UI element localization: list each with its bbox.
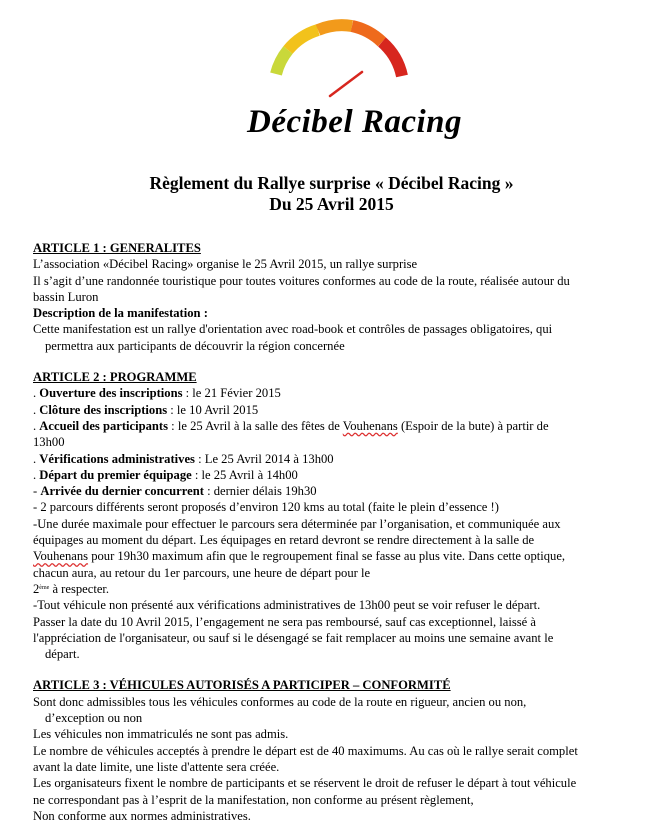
document-title: Règlement du Rallye surprise « Décibel Racing »	[149, 173, 514, 193]
paragraph: Les véhicules non immatriculés ne sont pas admis.	[33, 727, 289, 742]
paragraph: -Une durée maximale pour effectuer le parcours sera déterminée par l’organisation, et communiquée aux	[33, 516, 561, 531]
article-2-heading: ARTICLE 2 : PROGRAMME	[33, 370, 197, 385]
program-item: . Vérifications administratives : Le 25 Avril 2014 à 13h00	[33, 451, 334, 466]
article-3-heading: ARTICLE 3 : VÉHICULES AUTORISÉS A PARTICIPER – CONFORMITÉ	[33, 678, 451, 693]
paragraph: l'appréciation de l'organisateur, ou sauf si le désengagé se fait remplacer au moins une semaine avant le	[33, 630, 554, 645]
paragraph: Vouhenans pour 19h30 maximum afin que le regroupement final se fasse au plus vite. Dans cette optique,	[33, 549, 566, 564]
paragraph: permettra aux participants de découvrir la région concernée	[45, 338, 345, 353]
logo-wordmark: Décibel Racing	[247, 104, 463, 140]
document-subtitle: Du 25 Avril 2015	[269, 194, 394, 214]
paragraph: Les organisateurs fixent le nombre de participants et se réservent le droit de refuser le départ à tout véhicule	[33, 776, 577, 791]
speedometer-gauge-icon	[230, 12, 440, 112]
program-item: . Départ du premier équipage : le 25 Avril à 14h00	[33, 467, 298, 482]
paragraph: Il s’agit d’une randonnée touristique pour toutes voitures conformes au code de la route, réalisée autour du	[33, 273, 570, 288]
paragraph: départ.	[45, 647, 80, 662]
program-item: - Arrivée du dernier concurrent : dernier délais 19h30	[33, 484, 317, 499]
program-item: . Accueil des participants : le 25 Avril à la salle des fêtes de Vouhenans (Espoir de la bute) à partir de	[33, 418, 549, 433]
paragraph: d’exception ou non	[45, 711, 143, 726]
paragraph: - 2 parcours différents seront proposés d’environ 120 kms au total (faite le plein d’essence !)	[33, 500, 499, 515]
paragraph: L’association «Décibel Racing» organise le 25 Avril 2015, un rallye surprise	[33, 257, 418, 272]
paragraph: Passer la date du 10 Avril 2015, l’engagement ne sera pas remboursé, sauf cas exceptionnel, laissé à	[33, 614, 536, 629]
paragraph: Non conforme aux normes administratives.	[33, 808, 251, 823]
paragraph: avant la date limite, une liste d'attente sera créée.	[33, 759, 280, 774]
paragraph: bassin Luron	[33, 289, 99, 304]
decibel-racing-logo	[230, 12, 463, 147]
paragraph: -Tout véhicule non présenté aux vérifications administratives de 13h00 peut se voir refuser le départ.	[33, 598, 541, 613]
program-item: . Ouverture des inscriptions : le 21 Févier 2015	[33, 386, 281, 401]
program-item: . Clôture des inscriptions : le 10 Avril 2015	[33, 402, 259, 417]
paragraph: équipages au moment du départ. Les équipages en retard devront se rendre directement à la salle de	[33, 533, 535, 548]
description-label: Description de la manifestation :	[33, 306, 208, 321]
paragraph: Cette manifestation est un rallye d'orientation avec road-book et contrôles de passages obligatoires, qui	[33, 322, 553, 337]
paragraph: Sont donc admissibles tous les véhicules conformes au code de la route en rigueur, ancien ou non,	[33, 694, 527, 709]
document-body	[33, 240, 643, 824]
paragraph: Le nombre de véhicules acceptés à prendre le départ est de 40 maximums. Au cas où le rallye serait complet	[33, 743, 578, 758]
program-item-cont: 13h00	[33, 435, 65, 450]
paragraph: 2ème à respecter.	[33, 581, 110, 596]
paragraph: chacun aura, au retour du 1er parcours, une heure de départ pour le	[33, 565, 371, 580]
article-1-heading: ARTICLE 1 : GENERALITES	[33, 241, 201, 255]
paragraph: ne correspondant pas à l’esprit de la manifestation, non conforme au présent règlement,	[33, 792, 474, 807]
